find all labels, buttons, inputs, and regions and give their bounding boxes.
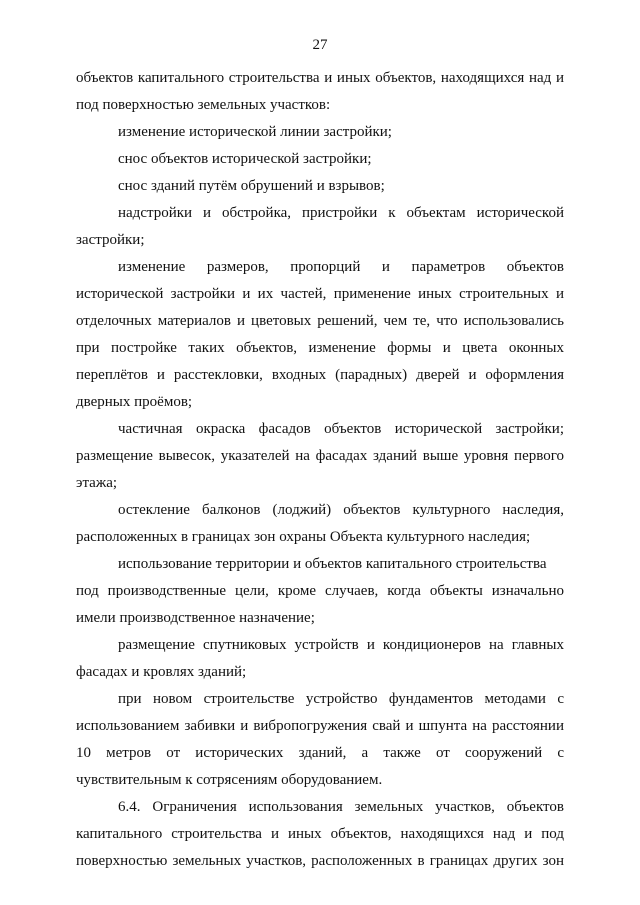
text-line: капитального строительства и иных объектов, находящихся над и под <box>76 826 564 842</box>
text-line: расположенных в границах зон охраны Объекта культурного наследия; <box>76 529 531 545</box>
text-line: чувствительным к сотрясениям оборудованием. <box>76 772 383 788</box>
text-line: исторической застройки и их частей, применение иных строительных и <box>76 286 564 302</box>
section-heading-line: 6.4. Ограничения использования земельных участков, объектов <box>118 799 564 815</box>
list-item: остекление балконов (лоджий) объектов культурного наследия, <box>118 502 564 518</box>
text-line: под производственные цели, кроме случаев, когда объекты изначально <box>76 583 564 599</box>
page-number: 27 <box>312 37 328 53</box>
text-line: размещение вывесок, указателей на фасадах зданий выше уровня первого <box>76 448 564 464</box>
text-line: этажа; <box>76 475 118 491</box>
text-line: застройки; <box>76 232 145 248</box>
text-line: под поверхностью земельных участков: <box>76 97 331 113</box>
text-line: фасадах и кровлях зданий; <box>76 664 247 680</box>
text-line: отделочных материалов и цветовых решений, чем те, что использовались <box>76 313 564 329</box>
list-item: изменение исторической линии застройки; <box>118 124 392 140</box>
list-item: изменение размеров, пропорций и параметров объектов <box>118 259 564 275</box>
list-item: размещение спутниковых устройств и кондиционеров на главных <box>118 637 564 653</box>
text-line: использованием забивки и вибропогружения свай и шпунта на расстоянии <box>76 718 564 734</box>
list-item: надстройки и обстройка, пристройки к объектам исторической <box>118 205 564 221</box>
text-line: 10 метров от исторических зданий, а также от сооружений с <box>76 745 564 761</box>
text-line: поверхностью земельных участков, расположенных в границах других зон <box>76 853 564 869</box>
list-item: использование территории и объектов капитального строительства <box>118 556 547 572</box>
list-item: при новом строительстве устройство фундаментов методами с <box>118 691 564 707</box>
list-item: частичная окраска фасадов объектов исторической застройки; <box>118 421 564 437</box>
text-line: дверных проёмов; <box>76 394 193 410</box>
text-line: имели производственное назначение; <box>76 610 315 626</box>
list-item: снос зданий путём обрушений и взрывов; <box>118 178 385 194</box>
text-line: переплётов и расстекловки, входных (парадных) дверей и оформления <box>76 367 564 383</box>
text-line: при постройке таких объектов, изменение формы и цвета оконных <box>76 340 564 356</box>
text-line: объектов капитального строительства и иных объектов, находящихся над и <box>76 70 564 86</box>
list-item: снос объектов исторической застройки; <box>118 151 372 167</box>
